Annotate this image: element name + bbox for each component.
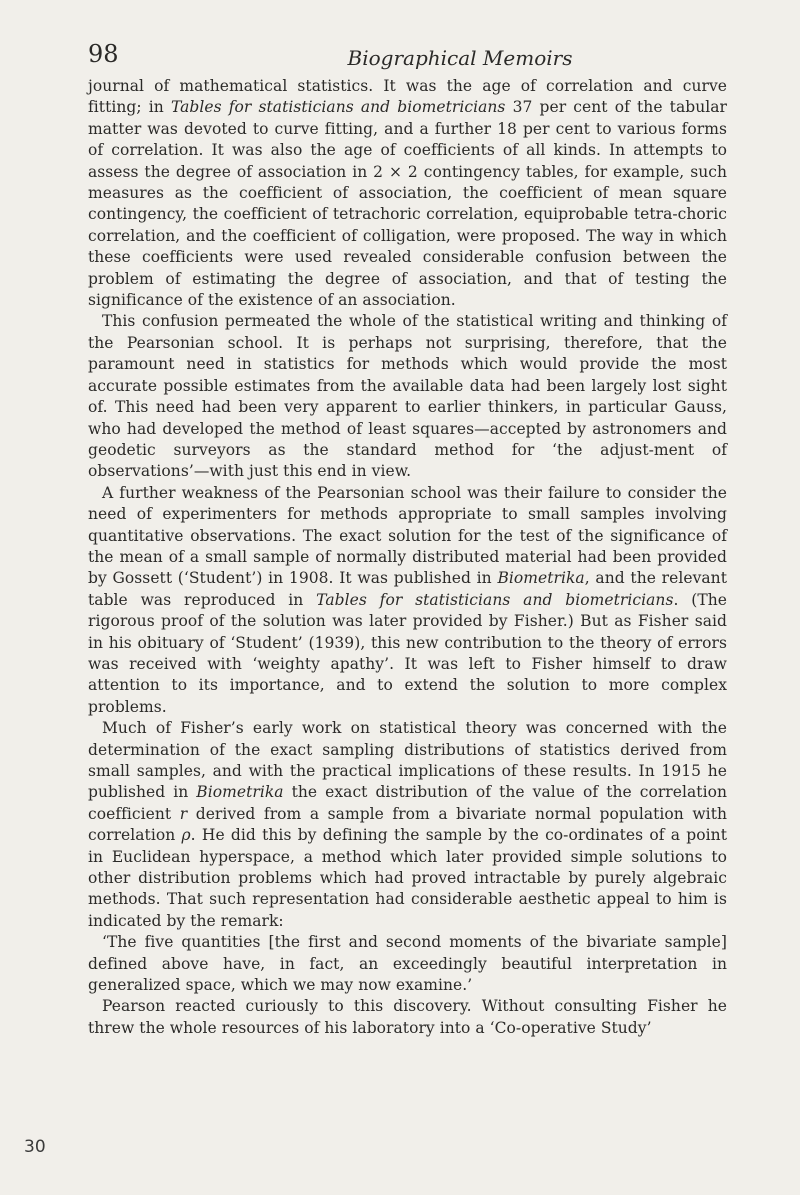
page-number: 98 xyxy=(88,40,119,68)
italic-text: r xyxy=(179,804,188,823)
text-run: ‘The five quantities [the first and second moments of the bivariate sample] defined above have, in fact, an exceedingly beautiful interpretation in generalized space, which we may now examine.’ xyxy=(88,933,727,995)
text-run: 37 per cent of the tabular matter was devoted to curve fitting, and a further 18 per cent to various forms of correlation. It was also the age of coefficients of all kinds. In attempts to assess the degree of association in 2 × 2 contingency tables, for example, such measures as the coefficient of association, the coefficient of mean square contingency, the coefficient of tetrachoric correlation, equiprobable tetra-choric correlation, and the coefficient of colligation, were proposed. The way in which these coefficients were used revealed considerable confusion between the problem of estimating the degree of association, and that of testing the significance of the existence of an association. xyxy=(88,98,727,310)
text-run: . He did this by defining the sample by the co-ordinates of a point in Euclidean hyperspace, a method which later provided simple solutions to other distribution problems which had proved intractable by purely algebraic methods. That such representation had considerable aesthetic appeal to him is indicated by the remark: xyxy=(88,826,727,930)
text-run: , and the relevant table was reproduced in xyxy=(88,569,727,609)
italic-text: Biometrika xyxy=(497,569,585,588)
text-run: journal of mathematical statistics. It was the age of correlation and curve fitting; in xyxy=(88,77,727,117)
text-run: A further weakness of the Pearsonian school was their failure to consider the need of experimenters for methods appropriate to small samples involving quantitative observations. The exact solution for the test of the significance of the mean of a small sample of normally distributed material had been provided by Gossett (‘Student’) in 1908. It was published in xyxy=(88,483,727,588)
body-text xyxy=(88,76,727,1039)
paragraph-4 xyxy=(88,718,727,932)
italic-text: Biometrika xyxy=(196,783,284,802)
paragraph-2 xyxy=(88,311,727,482)
text-run: . (The rigorous proof of the solution was later provided by Fisher.) But as Fisher said in his obituary of ‘Student’ (1939), this new contribution to the theory of errors was received with ‘weighty apathy’. It was left to Fisher himself to draw attention to its importance, and to extend the solution to more complex problems. xyxy=(88,590,727,716)
margin-number: 30 xyxy=(24,1137,46,1157)
running-title: Biographical Memoirs xyxy=(347,46,573,70)
paragraph-1 xyxy=(88,76,727,311)
italic-text: Tables for statisticians and biometricians xyxy=(170,98,506,117)
paragraph-6 xyxy=(88,996,727,1039)
text-run: Pearson reacted curiously to this discovery. Without consulting Fisher he threw the whole resources of his laboratory into a ‘Co-operative Study’ xyxy=(88,997,727,1037)
text-run: derived from a sample from a bivariate normal population with correlation xyxy=(88,804,728,845)
text-run: Much of Fisher’s early work on statistical theory was concerned with the determination of the exact sampling distributions of statistics derived from small samples, and with the practical implications of these results. In 1915 he published in xyxy=(88,719,727,802)
text-run: the exact distribution of the value of the correlation coefficient xyxy=(88,783,727,823)
paragraph-3 xyxy=(88,483,727,718)
italic-text: ρ xyxy=(181,826,191,845)
italic-text: Tables for statisticians and biometricians xyxy=(316,590,674,609)
quotation-paragraph xyxy=(88,932,727,996)
text-run: This confusion permeated the whole of the statistical writing and thinking of the Pearsonian school. It is perhaps not surprising, therefore, that the paramount need in statistics for methods which would provide the most accurate possible estimates from the available data had been largely lost sight of. This need had been very apparent to earlier thinkers, in particular Gauss, who had developed the method of least squares—accepted by astronomers and geodetic surveyors as the standard method for ‘the adjust-ment of observations’—with just this end in view. xyxy=(88,312,727,481)
